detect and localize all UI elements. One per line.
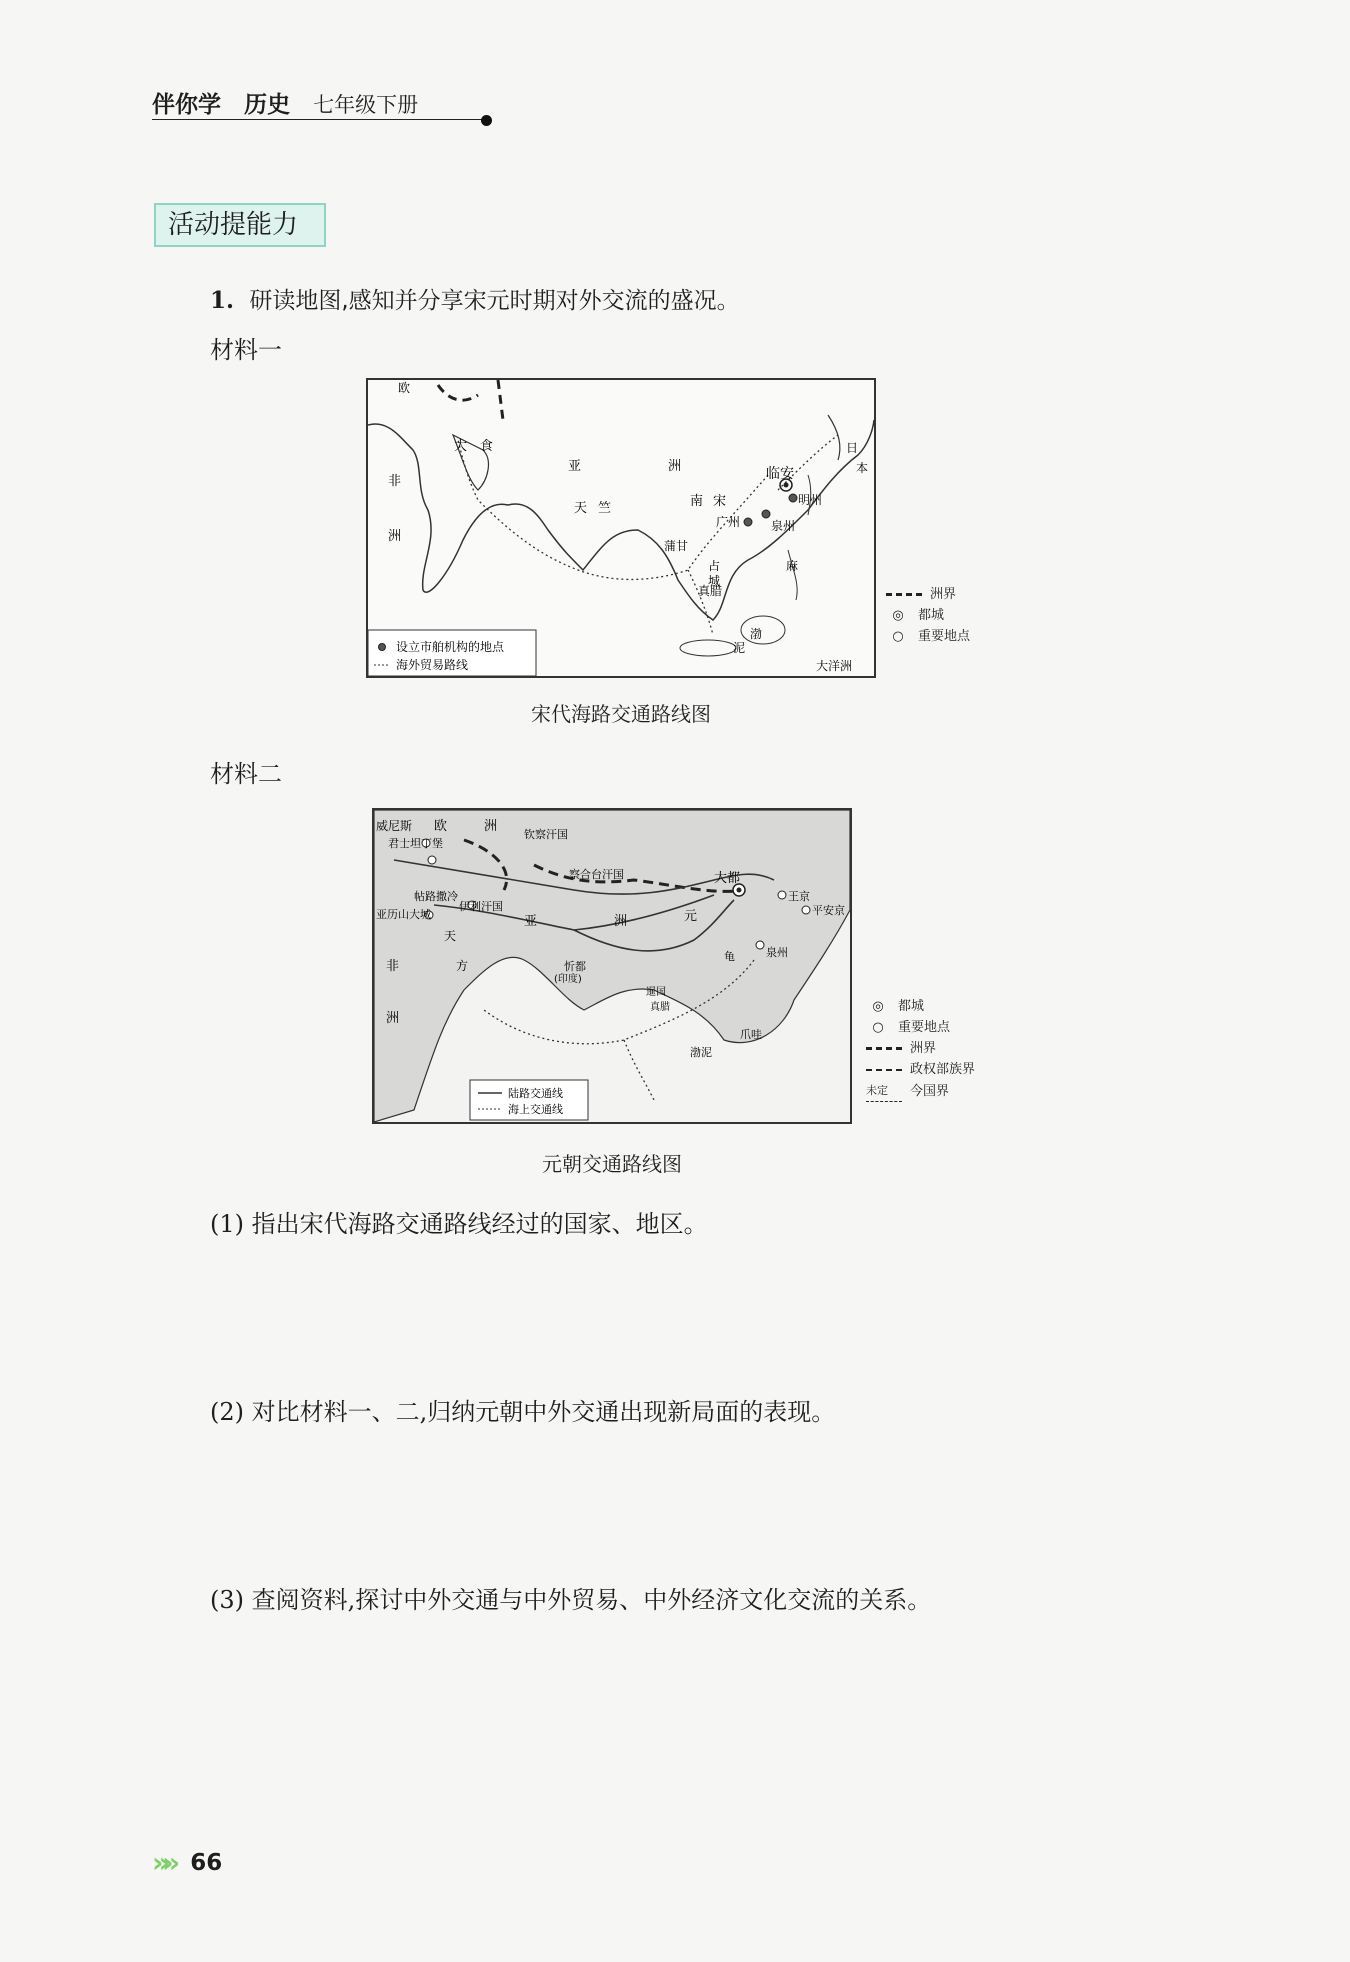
map2-label-zhenla: 真腊 — [650, 1002, 670, 1013]
header-brand: 伴你学 — [152, 91, 221, 118]
map2-label-constantinople: 君士坦丁堡 — [388, 837, 443, 850]
map2-label-xindu: 忻都 — [564, 960, 586, 973]
map1-label-zhou: 洲 — [668, 459, 682, 474]
map1-label-zhu: 竺 — [598, 501, 612, 516]
map1-side-legend — [886, 584, 970, 647]
question-text: 研读地图,感知并分享宋元时期对外交流的盛况。 — [249, 288, 740, 314]
map2-label-siam: 暹国 — [646, 987, 666, 998]
continent-boundary-2 — [498, 380, 503, 420]
map1-label-ri: 日 — [846, 441, 859, 455]
section-title: 活动提能力 — [154, 203, 326, 247]
map1-legend-route: 海外贸易路线 — [396, 658, 469, 672]
map1-label-song: 宋 — [713, 494, 727, 509]
guangzhou-port-icon — [744, 518, 752, 526]
map2-label-quanzhou: 泉州 — [766, 946, 788, 959]
map2-label-venice: 威尼斯 — [376, 819, 413, 833]
map1-label-dayang: 大洋洲 — [816, 659, 853, 673]
map1-label-mingzhou: 明州 — [798, 493, 823, 507]
map1-label-quanzhou: 泉州 — [771, 519, 796, 533]
material-1-label: 材料一 — [210, 336, 282, 364]
legend-boundary: 洲界 — [910, 1041, 937, 1056]
map1-label-ni: 泥 — [733, 641, 746, 655]
place-legend-icon: ○ — [872, 1020, 884, 1035]
map1-label-guangzhou: 广州 — [716, 515, 741, 529]
map1-label-da: 大 — [454, 439, 468, 454]
map1-legend-port: 设立市舶机构的地点 — [396, 640, 505, 654]
sub-question-1: (1) 指出宋代海路交通路线经过的国家、地区。 — [210, 1210, 708, 1238]
map2-label-pingan: 平安京 — [812, 904, 845, 917]
map1-label-ben: 本 — [856, 461, 869, 475]
map1-label-pugan: 蒲甘 — [664, 539, 689, 553]
capital-legend-icon: ◎ — [892, 608, 904, 623]
map2-label-java: 爪哇 — [740, 1028, 762, 1041]
sea-trade-route — [458, 440, 768, 579]
map2-label-ilkhan: 伊利汗国 — [459, 900, 503, 913]
map1-label-shi: 食 — [480, 439, 494, 454]
borneo-island — [741, 616, 785, 644]
mingzhou-port-icon — [789, 494, 797, 502]
map2-legend-sea: 海上交通线 — [508, 1103, 563, 1116]
legend-undecided: 未定 — [866, 1080, 902, 1102]
header-rule — [152, 119, 484, 120]
boundary-legend-icon — [886, 593, 922, 596]
continent-boundary — [438, 385, 478, 400]
map2-label-boni: 渤泥 — [690, 1046, 712, 1059]
map2-label-fang: 方 — [456, 959, 469, 973]
map2-label-alexandria: 亚历山大城 — [376, 908, 431, 921]
header-subject: 历史 — [244, 91, 291, 118]
map1-label-fei-zhou: 洲 — [388, 529, 402, 544]
material-2-label: 材料二 — [210, 760, 282, 788]
map2-side-legend — [866, 996, 975, 1102]
map2-label-gui: 龟 — [724, 950, 735, 963]
question-1 — [210, 282, 740, 315]
capital-legend-icon: ◎ — [872, 999, 884, 1014]
map2-label-qincha: 钦察汗国 — [524, 828, 568, 841]
quanzhou-place-icon — [756, 941, 764, 949]
map2-label-tian: 天 — [444, 929, 457, 943]
map1-label-zhenla: 真腊 — [698, 584, 723, 598]
legend-place: 重要地点 — [918, 629, 971, 644]
song-map-svg — [368, 380, 874, 676]
legend-boundary: 洲界 — [930, 587, 957, 602]
map2-label-yuan: 元 — [684, 909, 698, 924]
map1-label-tian: 天 — [574, 501, 588, 516]
map1-label-linan: 临安 — [766, 466, 794, 482]
map1-label-ou: 欧 — [398, 381, 411, 395]
legend-capital: 都城 — [898, 999, 925, 1014]
coastline — [368, 420, 874, 620]
chevron-right-icon: »» — [152, 1846, 173, 1879]
map2-label-wangjing: 王京 — [788, 890, 810, 903]
sub-question-2: (2) 对比材料一、二,归纳元朝中外交通出现新局面的表现。 — [210, 1398, 836, 1426]
java-island — [680, 640, 736, 656]
map2-label-fei: 非 — [386, 959, 400, 974]
map2-label-dadu: 大都 — [714, 871, 741, 886]
quanzhou-port-icon — [762, 510, 770, 518]
map2-label-fei-zhou: 洲 — [386, 1011, 400, 1026]
map1-label-fei: 非 — [388, 474, 402, 489]
map1-caption: 宋代海路交通路线图 — [531, 702, 711, 726]
legend-regime: 政权部族界 — [910, 1062, 976, 1077]
running-header — [152, 86, 492, 120]
port-legend-icon — [379, 644, 386, 651]
map2-label-ya-zhou: 洲 — [614, 914, 628, 929]
map2-label-ou: 欧 — [434, 819, 448, 834]
sub-question-3: (3) 查阅资料,探讨中外交通与中外贸易、中外经济文化交流的关系。 — [210, 1586, 932, 1614]
map1-label-bo: 渤 — [750, 627, 763, 641]
map2-legend-land: 陆路交通线 — [508, 1087, 563, 1100]
map2-label-india: (印度) — [554, 974, 582, 985]
yuan-map-svg — [374, 810, 850, 1122]
legend-place: 重要地点 — [898, 1020, 951, 1035]
map1-label-zhan: 占 — [708, 559, 721, 573]
map2-label-chagatai: 察合台汗国 — [569, 868, 624, 881]
indochina-shore — [788, 550, 797, 600]
place-legend-icon: ○ — [892, 629, 904, 644]
map2-caption: 元朝交通路线图 — [542, 1152, 682, 1176]
question-number: 1. — [210, 287, 235, 314]
map1-label-ma: 麻 — [786, 559, 799, 573]
song-sea-route-map — [366, 378, 876, 678]
map1-label-ya: 亚 — [568, 459, 582, 474]
legend-capital: 都城 — [918, 608, 945, 623]
wangjing-place-icon — [778, 891, 786, 899]
header-grade: 七年级下册 — [313, 93, 419, 117]
map2-label-zhou: 洲 — [484, 819, 498, 834]
constantinople-place-icon — [428, 856, 436, 864]
regime-legend-icon — [866, 1069, 902, 1071]
map2-label-tabriz: 帖路撒冷 — [414, 890, 458, 903]
header-dot-icon — [481, 115, 492, 126]
legend-modern: 今国界 — [910, 1083, 950, 1099]
pingan-place-icon — [802, 906, 810, 914]
map1-label-cheng: 城 — [708, 574, 721, 588]
boundary-legend-icon — [866, 1047, 902, 1050]
page-footer — [152, 1846, 222, 1879]
page-number: 66 — [190, 1849, 223, 1876]
map1-label-nan: 南 — [690, 494, 704, 509]
map2-label-ya: 亚 — [524, 914, 538, 929]
yuan-route-map — [372, 808, 852, 1124]
